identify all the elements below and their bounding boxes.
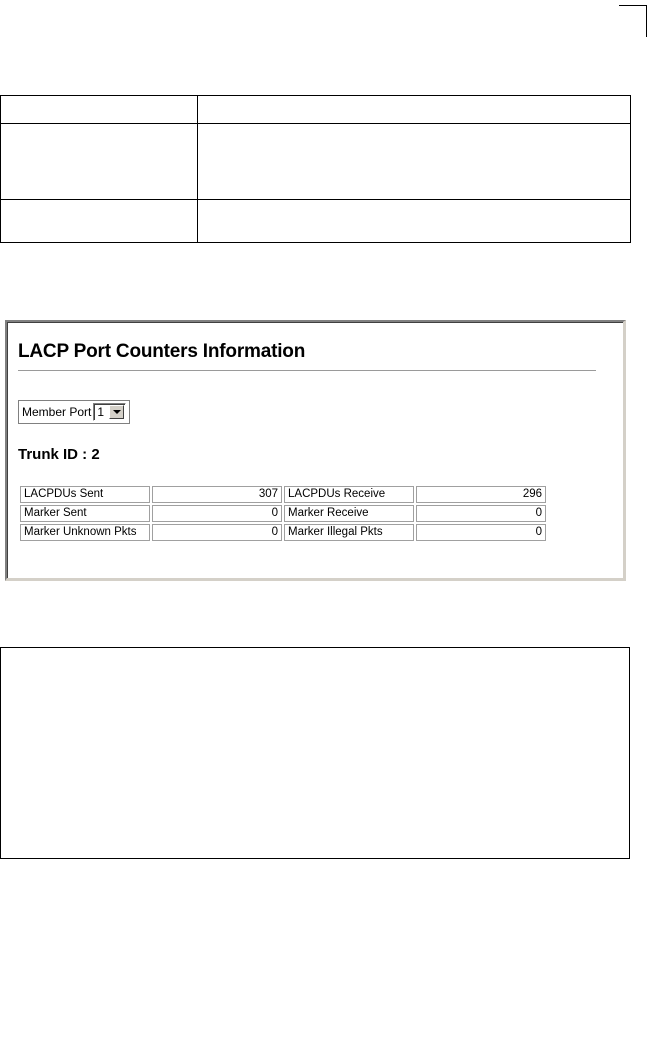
member-port-label: Member Port [22, 405, 92, 419]
table-row [20, 486, 546, 503]
counter-label: Marker Receive [284, 505, 414, 522]
page-corner-mark [619, 0, 647, 38]
table-row [20, 505, 546, 522]
example-box [0, 647, 630, 859]
counter-value: 0 [152, 505, 282, 522]
counters-table [18, 484, 548, 543]
counter-label: LACPDUs Sent [20, 486, 150, 503]
counter-label: LACPDUs Receive [284, 486, 414, 503]
lacp-counters-window [5, 320, 626, 581]
counter-label: Marker Sent [20, 505, 150, 522]
counter-value: 0 [416, 505, 546, 522]
corner-mark-horizontal [619, 5, 647, 6]
title-divider [18, 370, 596, 371]
reference-table-column-divider [197, 96, 198, 242]
counter-label: Marker Unknown Pkts [20, 524, 150, 541]
counter-value: 0 [152, 524, 282, 541]
member-port-select[interactable] [93, 403, 126, 421]
counter-label: Marker Illegal Pkts [284, 524, 414, 541]
page-title: LACP Port Counters Information [18, 341, 306, 362]
reference-table [0, 95, 631, 243]
reference-table-row-rule [1, 199, 630, 200]
member-port-selector [18, 400, 130, 424]
counter-value: 0 [416, 524, 546, 541]
table-row [20, 524, 546, 541]
member-port-value: 1 [97, 405, 105, 419]
trunk-id: Trunk ID : 2 [18, 446, 100, 463]
corner-mark-vertical [646, 5, 647, 37]
chevron-down-icon[interactable] [109, 405, 124, 419]
counter-value: 296 [416, 486, 546, 503]
reference-table-header-rule [1, 123, 630, 124]
counter-value: 307 [152, 486, 282, 503]
